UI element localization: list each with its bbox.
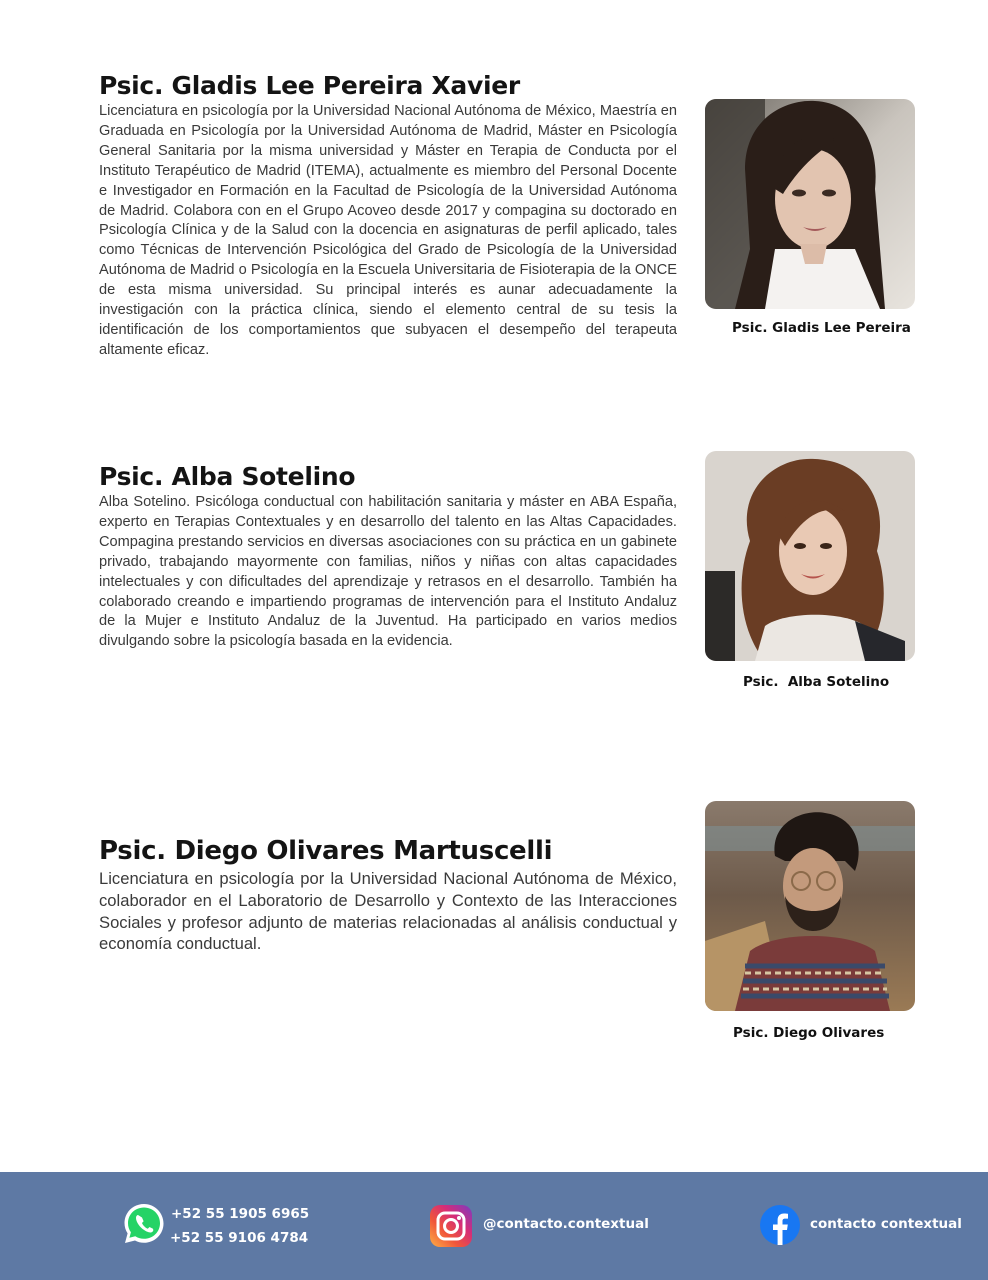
profile-photo: [705, 99, 915, 309]
profile-caption: Psic. Diego Olivares: [733, 1025, 885, 1041]
profile-name: Psic. Diego Olivares Martuscelli: [99, 836, 553, 866]
facebook-name[interactable]: contacto contextual: [810, 1216, 962, 1232]
profile-caption: Psic. Alba Sotelino: [743, 674, 890, 690]
instagram-icon[interactable]: [430, 1205, 472, 1247]
whatsapp-phone-1[interactable]: +52 55 1905 6965: [171, 1206, 310, 1222]
portrait-diego: [705, 801, 915, 1011]
whatsapp-icon[interactable]: [121, 1201, 167, 1247]
whatsapp-phone-2[interactable]: +52 55 9106 4784: [170, 1230, 309, 1246]
profile-photo: [705, 451, 915, 661]
profile-bio: Licenciatura en psicología por la Universidad Nacional Autónoma de México, Maestría en Graduada en Psicología por la Universidad Autónoma de Madrid, Máster en Psicología General Sanitaria por la misma universidad y Máster en Terapia de Conducta por el Instituto Terapéutico de Madrid (ITEMA), actualmente es miembro del Personal Docente e Investigador en Formación en la Facultad de Psicología de la Universidad Autónoma de Madrid. Colabora con en el Grupo Acoveo desde 2017 y compagina su doctorado en Psicología Clínica y de la Salud con la docencia en asignaturas de perfil aplicado, tales como Técnicas de Intervención Psicológica del Grado de Psicología de la Universidad Autónoma de Madrid o Psicología en la Escuela Universitaria de Fisioterapia de la ONCE de esta misma universidad. Su principal interés es aunar adecuadamente la investigación con la práctica clínica, siendo el elemento central de su tesis la identificación de los comportamientos que subyacen el desempeño del terapeuta altamente eficaz.: [99, 103, 677, 358]
profile-text: [99, 461, 677, 652]
profile-photo: [705, 801, 915, 1011]
profile-text: [99, 70, 677, 361]
portrait-alba: [705, 451, 915, 661]
profile-name: Psic. Alba Sotelino: [99, 462, 356, 491]
profile-text: [99, 834, 677, 955]
profile-bio: Alba Sotelino. Psicóloga conductual con habilitación sanitaria y máster en ABA España, experto en Terapias Contextuales y en desarrollo del talento en las Altas Capacidades. Compagina prestando servicios en diversas asociaciones con su práctica en un gabinete privado, trabajando mayormente con familias, niños y niñas con altas capacidades intelectuales y con dificultades del aprendizaje y retrasos en el desarrollo. También ha colaborado creando e impartiendo programas de intervención para el Instituto Andaluz de la Mujer e Instituto Andaluz de la Juventud. Ha participado en varios medios divulgando sobre la psicología basada en la evidencia.: [99, 494, 677, 650]
portrait-gladis: [705, 99, 915, 309]
profile-bio: Licenciatura en psicología por la Universidad Nacional Autónoma de México, colaborador en el Laboratorio de Desarrollo y Contexto de las Interacciones Sociales y profesor adjunto de materias relacionadas al análisis conductual y economía conductual.: [99, 869, 677, 954]
facebook-icon[interactable]: [760, 1205, 800, 1245]
profile-caption: Psic. Gladis Lee Pereira: [732, 320, 911, 336]
contact-footer: [0, 1172, 988, 1280]
instagram-handle[interactable]: @contacto.contextual: [483, 1216, 649, 1232]
profile-name: Psic. Gladis Lee Pereira Xavier: [99, 71, 520, 100]
